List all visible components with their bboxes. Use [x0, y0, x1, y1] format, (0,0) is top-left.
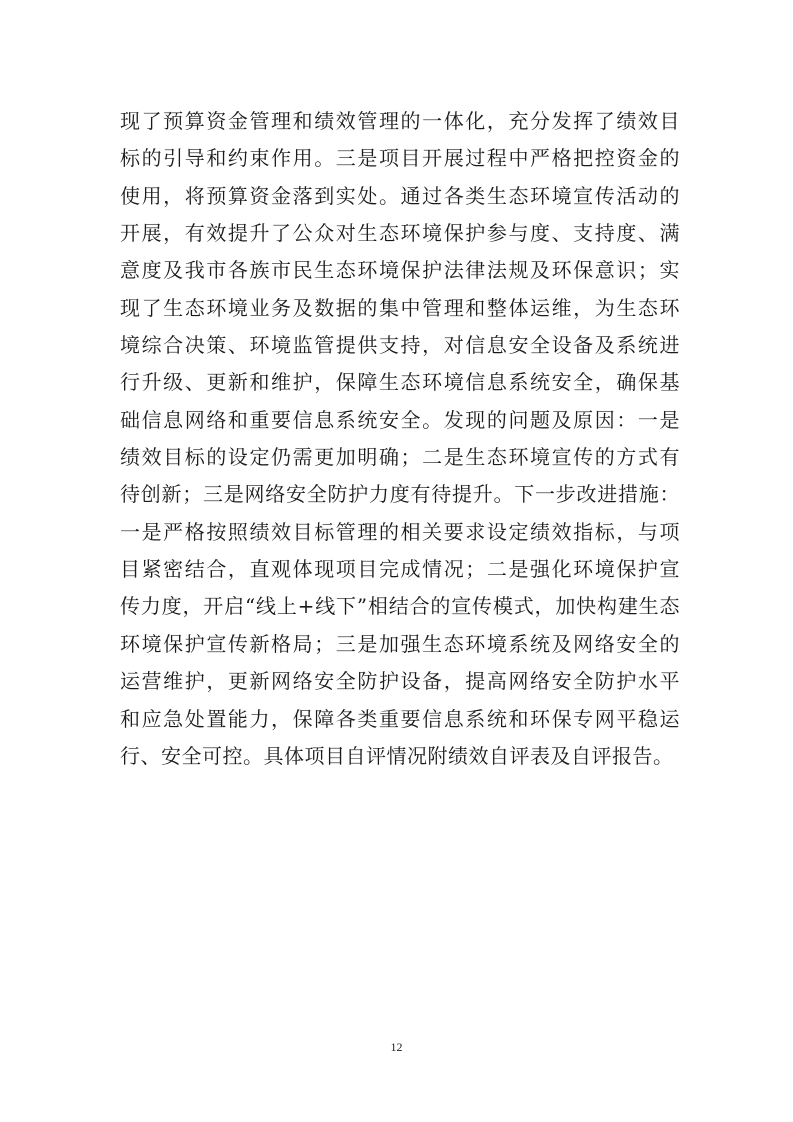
text-line: 环境保护宣传新格局；三是加强生态环境系统及网络安全的: [120, 631, 680, 656]
text-line: 传力度，开启“线上+线下”相结合的宣传模式，加快构建生态: [120, 594, 680, 619]
text-line: 开展，有效提升了公众对生态环境保护参与度、支持度、满: [120, 221, 680, 246]
text-line: 绩效目标的设定仍需更加明确；二是生态环境宣传的方式有: [120, 445, 680, 470]
text-line: 目紧密结合，直观体现项目完成情况；二是强化环境保护宣: [120, 557, 680, 582]
text-line: 运营维护，更新网络安全防护设备，提高网络安全防护水平: [120, 669, 680, 694]
text-line: 础信息网络和重要信息系统安全。发现的问题及原因：一是: [120, 407, 680, 432]
page-number: 12: [390, 1040, 403, 1054]
body-paragraph: [120, 103, 680, 775]
text-line: 境综合决策、环境监管提供支持，对信息安全设备及系统进: [120, 333, 680, 358]
text-line: 现了预算资金管理和绩效管理的一体化，充分发挥了绩效目: [120, 109, 680, 133]
text-line: 行升级、更新和维护，保障生态环境信息系统安全，确保基: [120, 370, 680, 395]
text-line-last: 行、安全可控。具体项目自评情况附绩效自评表及自评报告。: [120, 743, 674, 768]
text-line: 现了生态环境业务及数据的集中管理和整体运维，为生态环: [120, 295, 680, 320]
text-line: 使用，将预算资金落到实处。通过各类生态环境宣传活动的: [120, 183, 680, 208]
text-line: 待创新；三是网络安全防护力度有待提升。下一步改进措施：: [120, 482, 680, 507]
text-line: 和应急处置能力，保障各类重要信息系统和环保专网平稳运: [120, 706, 680, 731]
text-line: 一是严格按照绩效目标管理的相关要求设定绩效指标，与项: [120, 519, 680, 544]
text-line: 标的引导和约束作用。三是项目开展过程中严格把控资金的: [120, 146, 680, 171]
text-line: 意度及我市各族市民生态环境保护法律法规及环保意识；实: [120, 258, 680, 283]
